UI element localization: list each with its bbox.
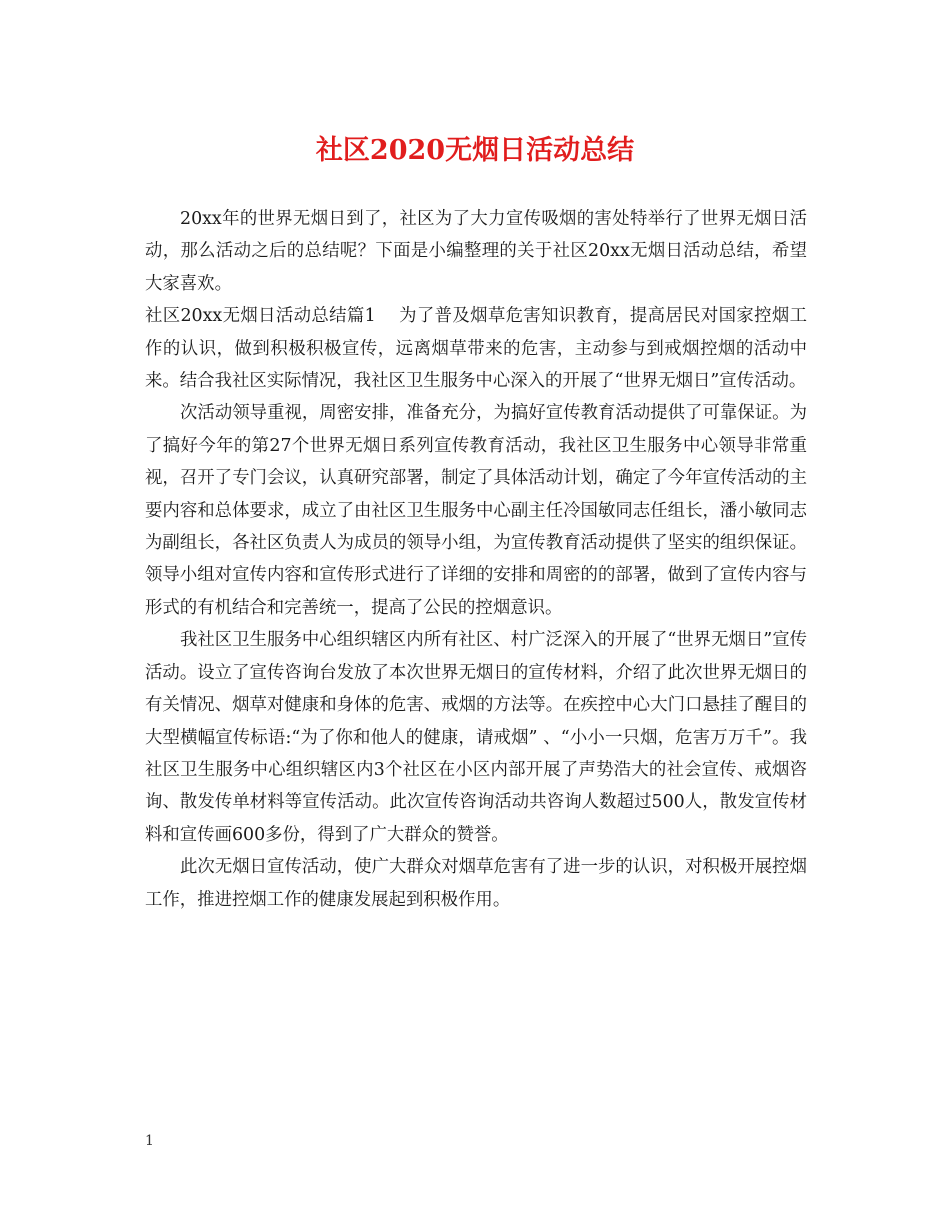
intro-paragraph: 20xx年的世界无烟日到了，社区为了大力宣传吸烟的害处特举行了世界无烟日活动，那么活动之后的总结呢？下面是小编整理的关于社区20xx无烟日活动总结，希望大家喜欢。: [145, 209, 807, 294]
document-body: [145, 203, 807, 916]
body-paragraph-4: 此次无烟日宣传活动，使广大群众对烟草危害有了进一步的认识，对积极开展控烟工作，推进控烟工作的健康发展起到积极作用。: [145, 857, 807, 910]
document-title: 社区2020无烟日活动总结: [315, 135, 635, 166]
body-paragraph-2: 次活动领导重视，周密安排，准备充分，为搞好宣传教育活动提供了可靠保证。为了搞好今年的第27个世界无烟日系列宣传教育活动，我社区卫生服务中心领导非常重视，召开了专门会议，认真研究部署，制定了具体活动计划，确定了今年宣传活动的主要内容和总体要求，成立了由社区卫生服务中心副主任冷国敏同志任组长，潘小敏同志为副组长，各社区负责人为成员的领导小组，为宣传教育活动提供了坚实的组织保证。领导小组对宣传内容和宣传形式进行了详细的安排和周密的的部署，做到了宣传内容与形式的有机结合和完善统一，提高了公民的控烟意识。: [145, 403, 807, 618]
page-number: 1: [145, 1133, 154, 1149]
section-paragraph-1: 社区20xx无烟日活动总结篇1 为了普及烟草危害知识教育，提高居民对国家控烟工作的认识，做到积极积极宣传，远离烟草带来的危害，主动参与到戒烟控烟的活动中来。结合我社区实际情况，我社区卫生服务中心深入的开展了“世界无烟日”宣传活动。: [145, 306, 807, 392]
body-paragraph-3: 我社区卫生服务中心组织辖区内所有社区、村广泛深入的开展了“世界无烟日”宣传活动。设立了宣传咨询台发放了本次世界无烟日的宣传材料，介绍了此次世界无烟日的有关情况、烟草对健康和身体的危害、戒烟的方法等。在疾控中心大门口悬挂了醒目的大型横幅宣传标语:“为了你和他人的健康，请戒烟” 、“小小一只烟，危害万万千”。我社区卫生服务中心组织辖区内3个社区在小区内部开展了声势浩大的社会宣传、戒烟咨询、散发传单材料等宣传活动。此次宣传咨询活动共咨询人数超过500人，散发宣传材料和宣传画600多份，得到了广大群众的赞誉。: [145, 630, 807, 845]
